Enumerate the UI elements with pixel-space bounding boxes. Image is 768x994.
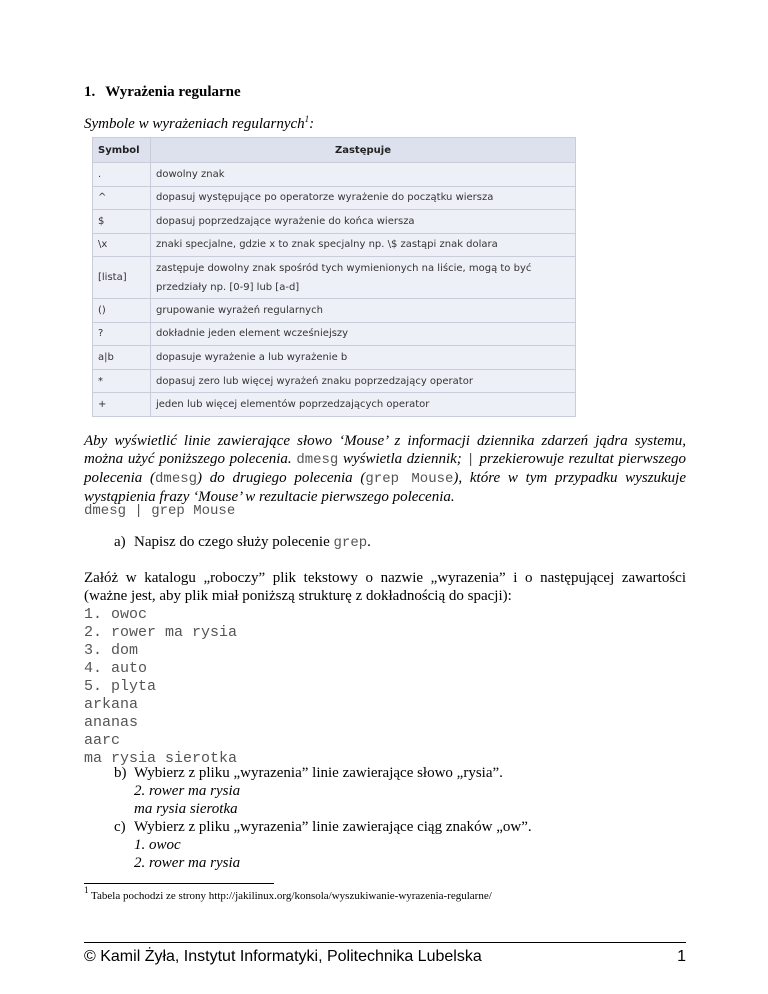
task-a bbox=[114, 533, 371, 552]
table-row bbox=[93, 210, 576, 234]
description-cell: dowolny znak bbox=[151, 163, 576, 187]
table-row bbox=[93, 369, 576, 393]
task-c-answers bbox=[134, 836, 240, 872]
footer-divider bbox=[84, 942, 686, 943]
description-cell: dopasuj zero lub więcej wyrażeń znaku poprzedzający operator bbox=[151, 369, 576, 393]
section-heading bbox=[84, 84, 241, 101]
file-line: 2. rower ma rysia bbox=[84, 624, 238, 641]
task-b bbox=[114, 764, 503, 782]
symbols-caption bbox=[84, 116, 314, 133]
symbol-cell: a|b bbox=[93, 346, 151, 370]
footnote-mark: 1 bbox=[84, 885, 89, 895]
description-cell: jeden lub więcej elementów poprzedzających operator bbox=[151, 393, 576, 417]
symbol-cell: () bbox=[93, 299, 151, 323]
description-cell: dokładnie jeden element wcześniejszy bbox=[151, 322, 576, 346]
task-a-end: . bbox=[367, 534, 371, 550]
symbols-caption-suffix: : bbox=[309, 116, 315, 132]
header-replaces: Zastępuje bbox=[151, 138, 576, 163]
header-symbol: Symbol bbox=[93, 138, 151, 163]
file-line: ma rysia sierotka bbox=[84, 750, 238, 767]
table-row bbox=[93, 163, 576, 187]
file-line: arkana bbox=[84, 696, 139, 713]
file-line: 3. dom bbox=[84, 642, 139, 659]
table-row bbox=[93, 346, 576, 370]
intro-text: wyświetla dziennik; bbox=[338, 451, 467, 467]
footnote-text: Tabela pochodzi ze strony http://jakilinux.org/konsola/wyszukiwanie-wyrazenia-regularne/ bbox=[88, 890, 492, 902]
description-cell: zastępuje dowolny znak spośród tych wymienionych na liście, mogą to być przedziały np. [0-9] lub [a-d] bbox=[151, 257, 576, 299]
description-cell: grupowanie wyrażeń regularnych bbox=[151, 299, 576, 323]
instruction-paragraph: Załóż w katalogu „roboczy” plik tekstowy o nazwie „wyrazenia” i o następującej zawartości (ważne jest, aby plik miał poniższą strukturę z dokładnością do spacji): bbox=[84, 570, 686, 604]
symbol-cell: ^ bbox=[93, 186, 151, 210]
symbols-caption-text: Symbole w wyrażeniach regularnych bbox=[84, 116, 305, 132]
task-b-answers bbox=[134, 782, 240, 818]
answer-line: 2. rower ma rysia bbox=[134, 855, 241, 871]
file-line: 4. auto bbox=[84, 660, 148, 677]
regex-symbols-table bbox=[92, 137, 576, 417]
file-line: 1. owoc bbox=[84, 606, 148, 623]
symbol-cell: + bbox=[93, 393, 151, 417]
table-row bbox=[93, 322, 576, 346]
symbol-cell: ? bbox=[93, 322, 151, 346]
symbol-cell: . bbox=[93, 163, 151, 187]
footnote-divider bbox=[84, 883, 274, 884]
page-number: 1 bbox=[677, 948, 686, 965]
example-command: dmesg | grep Mouse bbox=[84, 503, 236, 519]
task-a-mark: a) bbox=[114, 534, 126, 550]
inline-code: dmesg bbox=[296, 452, 339, 468]
file-line: ananas bbox=[84, 714, 139, 731]
task-b-mark: b) bbox=[114, 765, 127, 781]
symbol-cell: \x bbox=[93, 233, 151, 257]
inline-code: grep Mouse bbox=[365, 471, 454, 487]
intro-text: przekierowuje rezultat pierwszego polecenia ( bbox=[84, 451, 686, 486]
table-row bbox=[93, 257, 576, 299]
answer-line: 1. owoc bbox=[134, 837, 181, 853]
footnote-ref: 1 bbox=[304, 114, 310, 124]
symbol-cell: * bbox=[93, 369, 151, 393]
symbol-cell: $ bbox=[93, 210, 151, 234]
file-line: aarc bbox=[84, 732, 121, 749]
footer-copyright: © Kamil Żyła, Instytut Informatyki, Politechnika Lubelska bbox=[84, 948, 482, 965]
task-c-text: Wybierz z pliku „wyrazenia” linie zawierające ciąg znaków „ow”. bbox=[134, 819, 532, 835]
task-a-text: Napisz do czego służy polecenie bbox=[134, 534, 334, 550]
footnote bbox=[84, 885, 492, 902]
task-c bbox=[114, 818, 532, 836]
intro-text: Aby wyświetlić linie zawierające słowo ‘Mouse’ z informacji dziennika zdarzeń jądra systemu, można użyć poniższego polecenia. bbox=[84, 433, 686, 467]
intro-paragraph bbox=[84, 432, 686, 506]
table-row bbox=[93, 186, 576, 210]
file-content-listing bbox=[84, 606, 237, 768]
intro-text: ), które w tym przypadku wyszukuje wystąpienia frazy ‘Mouse’ w rezultacie pierwszego polecenia. bbox=[84, 470, 687, 505]
inline-code: dmesg bbox=[155, 471, 198, 487]
description-cell: znaki specjalne, gdzie x to znak specjalny np. \$ zastąpi znak dolara bbox=[151, 233, 576, 257]
table-header-row bbox=[93, 138, 576, 163]
inline-code: grep bbox=[333, 535, 368, 551]
task-c-mark: c) bbox=[114, 819, 126, 835]
section-number: 1. bbox=[84, 84, 96, 100]
table-row bbox=[93, 233, 576, 257]
file-line: 5. plyta bbox=[84, 678, 157, 695]
table-row bbox=[93, 299, 576, 323]
description-cell: dopasuj występujące po operatorze wyrażenie do początku wiersza bbox=[151, 186, 576, 210]
answer-line: ma rysia sierotka bbox=[134, 801, 238, 817]
symbol-cell: [lista] bbox=[93, 257, 151, 299]
table-row bbox=[93, 393, 576, 417]
answer-line: 2. rower ma rysia bbox=[134, 783, 241, 799]
description-cell: dopasuje wyrażenie a lub wyrażenie b bbox=[151, 346, 576, 370]
task-b-text: Wybierz z pliku „wyrazenia” linie zawierające słowo „rysia”. bbox=[134, 765, 503, 781]
inline-code: | bbox=[466, 452, 475, 468]
intro-text: ) do drugiego polecenia ( bbox=[197, 470, 366, 486]
section-title: Wyrażenia regularne bbox=[105, 84, 241, 100]
description-cell: dopasuj poprzedzające wyrażenie do końca wiersza bbox=[151, 210, 576, 234]
